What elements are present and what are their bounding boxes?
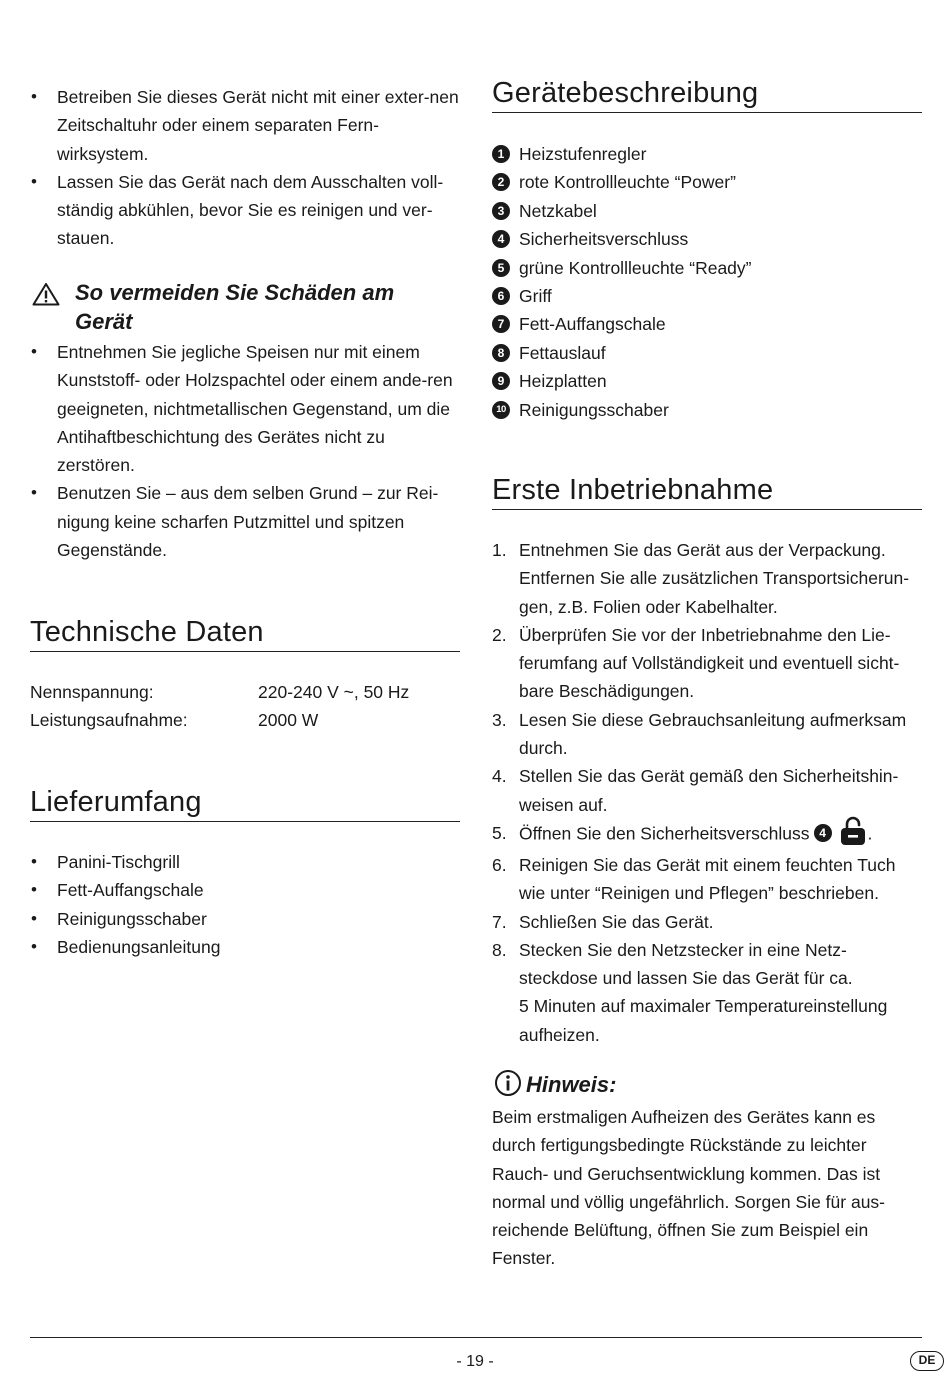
number-badge: 10 — [492, 401, 510, 419]
step-number: 3. — [492, 709, 507, 730]
number-badge: 2 — [492, 173, 510, 191]
warning-title: So vermeiden Sie Schäden am Gerät — [75, 280, 395, 334]
section-title: Lieferumfang — [30, 786, 202, 818]
list-item — [492, 197, 922, 225]
list-item — [492, 339, 922, 367]
step-number: 8. — [492, 939, 507, 960]
spec-label: Leistungsaufnahme: — [30, 710, 188, 731]
section-title: Gerätebeschreibung — [492, 77, 759, 109]
section-heading-scope-of-delivery — [30, 783, 460, 822]
note-body: Beim erstmaligen Aufheizen des Gerätes kann es durch fertigungsbedingte Rückstände zu leichter Rauch- und Geruchsentwicklung kommen. Das ist normal und völlig ungefährlich. Sorgen Sie für aus-reichende Belüftung, öffnen Sie zum Beispiel ein Fenster. — [492, 1107, 885, 1269]
list-item — [492, 168, 922, 196]
page-number: - 19 - — [456, 1353, 494, 1370]
list-item — [492, 908, 922, 936]
part-label: grüne Kontrollleuchte “Ready” — [519, 257, 752, 278]
number-badge: 3 — [492, 202, 510, 220]
number-badge: 8 — [492, 344, 510, 362]
steps-list — [492, 536, 922, 1049]
spec-label: Nennspannung: — [30, 682, 154, 702]
list-item — [492, 819, 922, 851]
step-text: Stellen Sie das Gerät gemäß den Sicherheitshin-weisen auf. — [519, 766, 899, 815]
list-item: • Benutzen Sie – aus dem selben Grund – zur Rei-nigung keine scharfen Putzmittel und spitzen Gegenstände. — [30, 479, 460, 564]
list-item — [492, 621, 922, 706]
list-item: • Bedienungsanleitung — [30, 933, 460, 961]
step-number: 4. — [492, 766, 507, 787]
part-label: rote Kontrollleuchte “Power” — [519, 172, 736, 193]
spec-value: 220-240 V ~, 50 Hz — [258, 682, 410, 702]
list-item — [492, 851, 922, 908]
footer-divider — [30, 1337, 922, 1338]
spec-row — [30, 678, 460, 706]
step-text: Stecken Sie den Netzstecker in eine Netz-steckdose und lassen Sie das Gerät für ca. — [519, 939, 853, 989]
number-badge: 1 — [492, 145, 510, 163]
list-item — [492, 310, 922, 338]
step-text: Entnehmen Sie das Gerät aus der Verpackung. Entfernen Sie alle zusätzlichen Transportsicherun-gen, z.B. Folien oder Kabelhalter. — [519, 540, 910, 617]
number-badge: 7 — [492, 315, 510, 333]
number-badge: 4 — [492, 230, 510, 248]
list-item — [492, 282, 922, 310]
list-item: • Betreiben Sie dieses Gerät nicht mit einer exter-nen Zeitschaltuhr oder einem separaten Fern-wirksystem. — [30, 83, 460, 168]
list-item: • Reinigungsschaber — [30, 905, 460, 933]
list-item: • Entnehmen Sie jegliche Speisen nur mit einem Kunststoff- oder Holzspachtel oder einem ande-ren geeigneten, nichtmetallischen Gegenstand, um die Antihaftbeschichtung des Gerätes nicht zu zerstören. — [30, 338, 460, 479]
language-badge: DE — [910, 1351, 944, 1371]
list-item — [492, 936, 922, 1049]
part-label: Heizstufenregler — [519, 144, 647, 164]
parts-list — [492, 140, 922, 424]
section-title: Technische Daten — [30, 616, 264, 648]
section-heading-first-use — [492, 471, 922, 510]
list-item — [492, 536, 922, 621]
step-number: 5. — [492, 822, 507, 843]
step-text-continued: 5 Minuten auf maximaler Temperatureinstellung aufheizen. — [519, 996, 888, 1045]
note-title: Hinweis: — [526, 1072, 617, 1097]
step-number: 6. — [492, 854, 507, 875]
section-heading-device-description — [492, 74, 922, 113]
list-item — [492, 140, 922, 168]
list-item — [492, 762, 922, 819]
step-suffix: . — [867, 823, 873, 844]
step-number: 7. — [492, 911, 507, 932]
step-text: Schließen Sie das Gerät. — [519, 911, 714, 932]
part-label: Reinigungsschaber — [519, 399, 669, 420]
part-label: Heizplatten — [519, 371, 607, 392]
part-label: Netzkabel — [519, 200, 597, 221]
step-text: Öffnen Sie den Sicherheitsverschluss — [519, 823, 810, 844]
list-item — [492, 254, 922, 282]
number-badge: 9 — [492, 372, 510, 390]
spec-row — [30, 706, 460, 734]
part-label: Fettauslauf — [519, 342, 606, 363]
section-title: Erste Inbetriebnahme — [492, 474, 774, 506]
part-label: Griff — [519, 285, 552, 306]
part-label: Fett-Auffangschale — [519, 314, 666, 335]
list-item — [492, 225, 922, 253]
section-heading-technical-data — [30, 613, 460, 652]
step-text: Überprüfen Sie vor der Inbetriebnahme den Lie-ferumfang auf Vollständigkeit und eventuell sicht-bare Beschädigungen. — [519, 624, 900, 702]
step-number: 2. — [492, 624, 507, 645]
list-item: • Fett-Auffangschale — [30, 876, 460, 904]
list-item — [492, 367, 922, 395]
spec-table — [30, 678, 460, 735]
step-text: Lesen Sie diese Gebrauchsanleitung aufmerksam durch. — [519, 709, 907, 759]
list-item — [492, 396, 922, 424]
note-heading — [492, 1068, 922, 1102]
number-badge: 4 — [814, 824, 832, 842]
warning-triangle-icon — [32, 282, 60, 306]
step-number: 1. — [492, 540, 507, 560]
scope-list — [30, 848, 460, 961]
warning-bullet-list — [30, 338, 460, 564]
list-item: • Panini-Tischgrill — [30, 848, 460, 876]
spec-value: 2000 W — [258, 710, 319, 731]
unlock-icon — [838, 815, 868, 847]
number-badge: 6 — [492, 287, 510, 305]
intro-bullet-list — [30, 83, 460, 253]
part-label: Sicherheitsverschluss — [519, 229, 689, 250]
info-icon — [494, 1069, 522, 1097]
list-item — [492, 706, 922, 763]
list-item: • Lassen Sie das Gerät nach dem Ausschalten voll-ständig abkühlen, bevor Sie es reinigen und ver-stauen. — [30, 168, 460, 253]
step-text: Reinigen Sie das Gerät mit einem feuchten Tuch wie unter “Reinigen und Pflegen” beschrieben. — [519, 854, 896, 904]
number-badge: 5 — [492, 259, 510, 277]
